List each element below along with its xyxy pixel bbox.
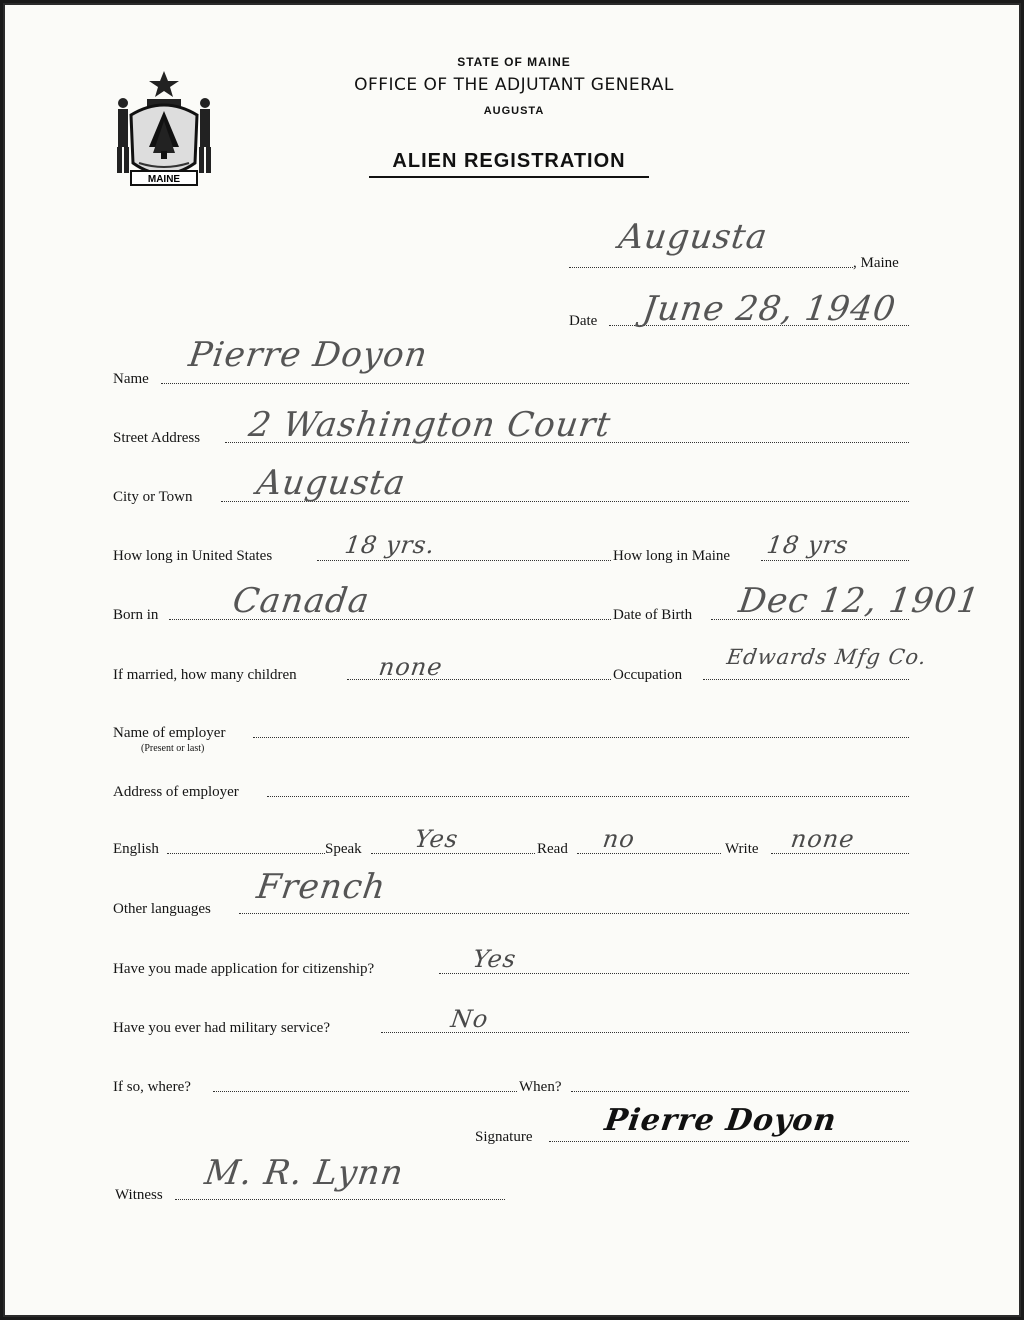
born-in-label: Born in bbox=[113, 607, 159, 623]
where-label: If so, where? bbox=[113, 1079, 191, 1095]
speak-value[interactable]: Yes bbox=[413, 825, 461, 853]
dob-label: Date of Birth bbox=[613, 607, 693, 623]
employer-sublabel: (Present or last) bbox=[141, 743, 205, 754]
born-in-value[interactable]: Canada bbox=[230, 581, 373, 621]
other-languages-value[interactable]: French bbox=[254, 867, 389, 907]
when-label: When? bbox=[519, 1079, 562, 1095]
write-value[interactable]: none bbox=[789, 825, 857, 853]
name-label: Name bbox=[113, 371, 149, 387]
street-value[interactable]: 2 Washington Court bbox=[246, 405, 614, 445]
street-label: Street Address bbox=[113, 430, 201, 446]
city-label: City or Town bbox=[113, 489, 193, 505]
other-languages-line bbox=[239, 913, 909, 914]
registration-form bbox=[3, 3, 1021, 1317]
name-line bbox=[161, 383, 909, 384]
when-line[interactable] bbox=[571, 1091, 909, 1092]
citizenship-label: Have you made application for citizenship? bbox=[113, 961, 375, 977]
children-label: If married, how many children bbox=[113, 667, 297, 683]
signature-value[interactable]: Pierre Doyon bbox=[602, 1103, 839, 1138]
witness-label: Witness bbox=[115, 1187, 163, 1203]
form-title: ALIEN REGISTRATION bbox=[369, 150, 649, 178]
speak-line bbox=[371, 853, 535, 854]
write-label: Write bbox=[725, 841, 759, 857]
dob-value[interactable]: Dec 12, 1901 bbox=[736, 581, 983, 621]
witness-value[interactable]: M. R. Lynn bbox=[202, 1153, 407, 1193]
military-label: Have you ever had military service? bbox=[113, 1020, 330, 1036]
military-value[interactable]: No bbox=[449, 1005, 491, 1033]
occupation-line bbox=[703, 679, 909, 680]
speak-label: Speak bbox=[325, 841, 362, 857]
english-label: English bbox=[113, 841, 159, 857]
citizenship-value[interactable]: Yes bbox=[471, 945, 519, 973]
employer-address-line[interactable] bbox=[267, 796, 909, 797]
witness-line bbox=[175, 1199, 505, 1200]
write-line bbox=[771, 853, 909, 854]
date-label: Date bbox=[569, 313, 598, 329]
employer-line[interactable] bbox=[253, 737, 909, 738]
read-value[interactable]: no bbox=[601, 825, 637, 853]
citizenship-line bbox=[439, 973, 909, 974]
employer-address-label: Address of employer bbox=[113, 784, 239, 800]
us-duration-line bbox=[317, 560, 611, 561]
occupation-value[interactable]: Edwards Mfg Co. bbox=[725, 645, 929, 669]
place-value[interactable]: Augusta bbox=[616, 217, 771, 257]
employer-label: Name of employer bbox=[113, 725, 226, 741]
date-value[interactable]: June 28, 1940 bbox=[640, 289, 899, 329]
maine-label: , Maine bbox=[853, 255, 899, 271]
state-heading: STATE OF MAINE bbox=[457, 55, 571, 69]
other-languages-label: Other languages bbox=[113, 901, 211, 917]
children-value[interactable]: none bbox=[377, 653, 445, 681]
signature-label: Signature bbox=[475, 1129, 533, 1145]
city-heading: AUGUSTA bbox=[483, 105, 545, 117]
us-duration-label: How long in United States bbox=[113, 548, 273, 564]
city-value[interactable]: Augusta bbox=[254, 463, 409, 503]
seal-text: MAINE bbox=[147, 174, 181, 185]
maine-duration-label: How long in Maine bbox=[613, 548, 731, 564]
name-value[interactable]: Pierre Doyon bbox=[186, 335, 431, 375]
english-line bbox=[167, 853, 325, 854]
maine-duration-line bbox=[761, 560, 909, 561]
maine-duration-value[interactable]: 18 yrs bbox=[765, 531, 851, 559]
place-line bbox=[569, 267, 853, 268]
signature-line bbox=[549, 1141, 909, 1142]
read-label: Read bbox=[537, 841, 568, 857]
us-duration-value[interactable]: 18 yrs. bbox=[343, 531, 438, 559]
where-line[interactable] bbox=[213, 1091, 517, 1092]
read-line bbox=[577, 853, 721, 854]
office-heading: OFFICE OF THE ADJUTANT GENERAL bbox=[354, 75, 674, 95]
occupation-label: Occupation bbox=[613, 667, 683, 683]
